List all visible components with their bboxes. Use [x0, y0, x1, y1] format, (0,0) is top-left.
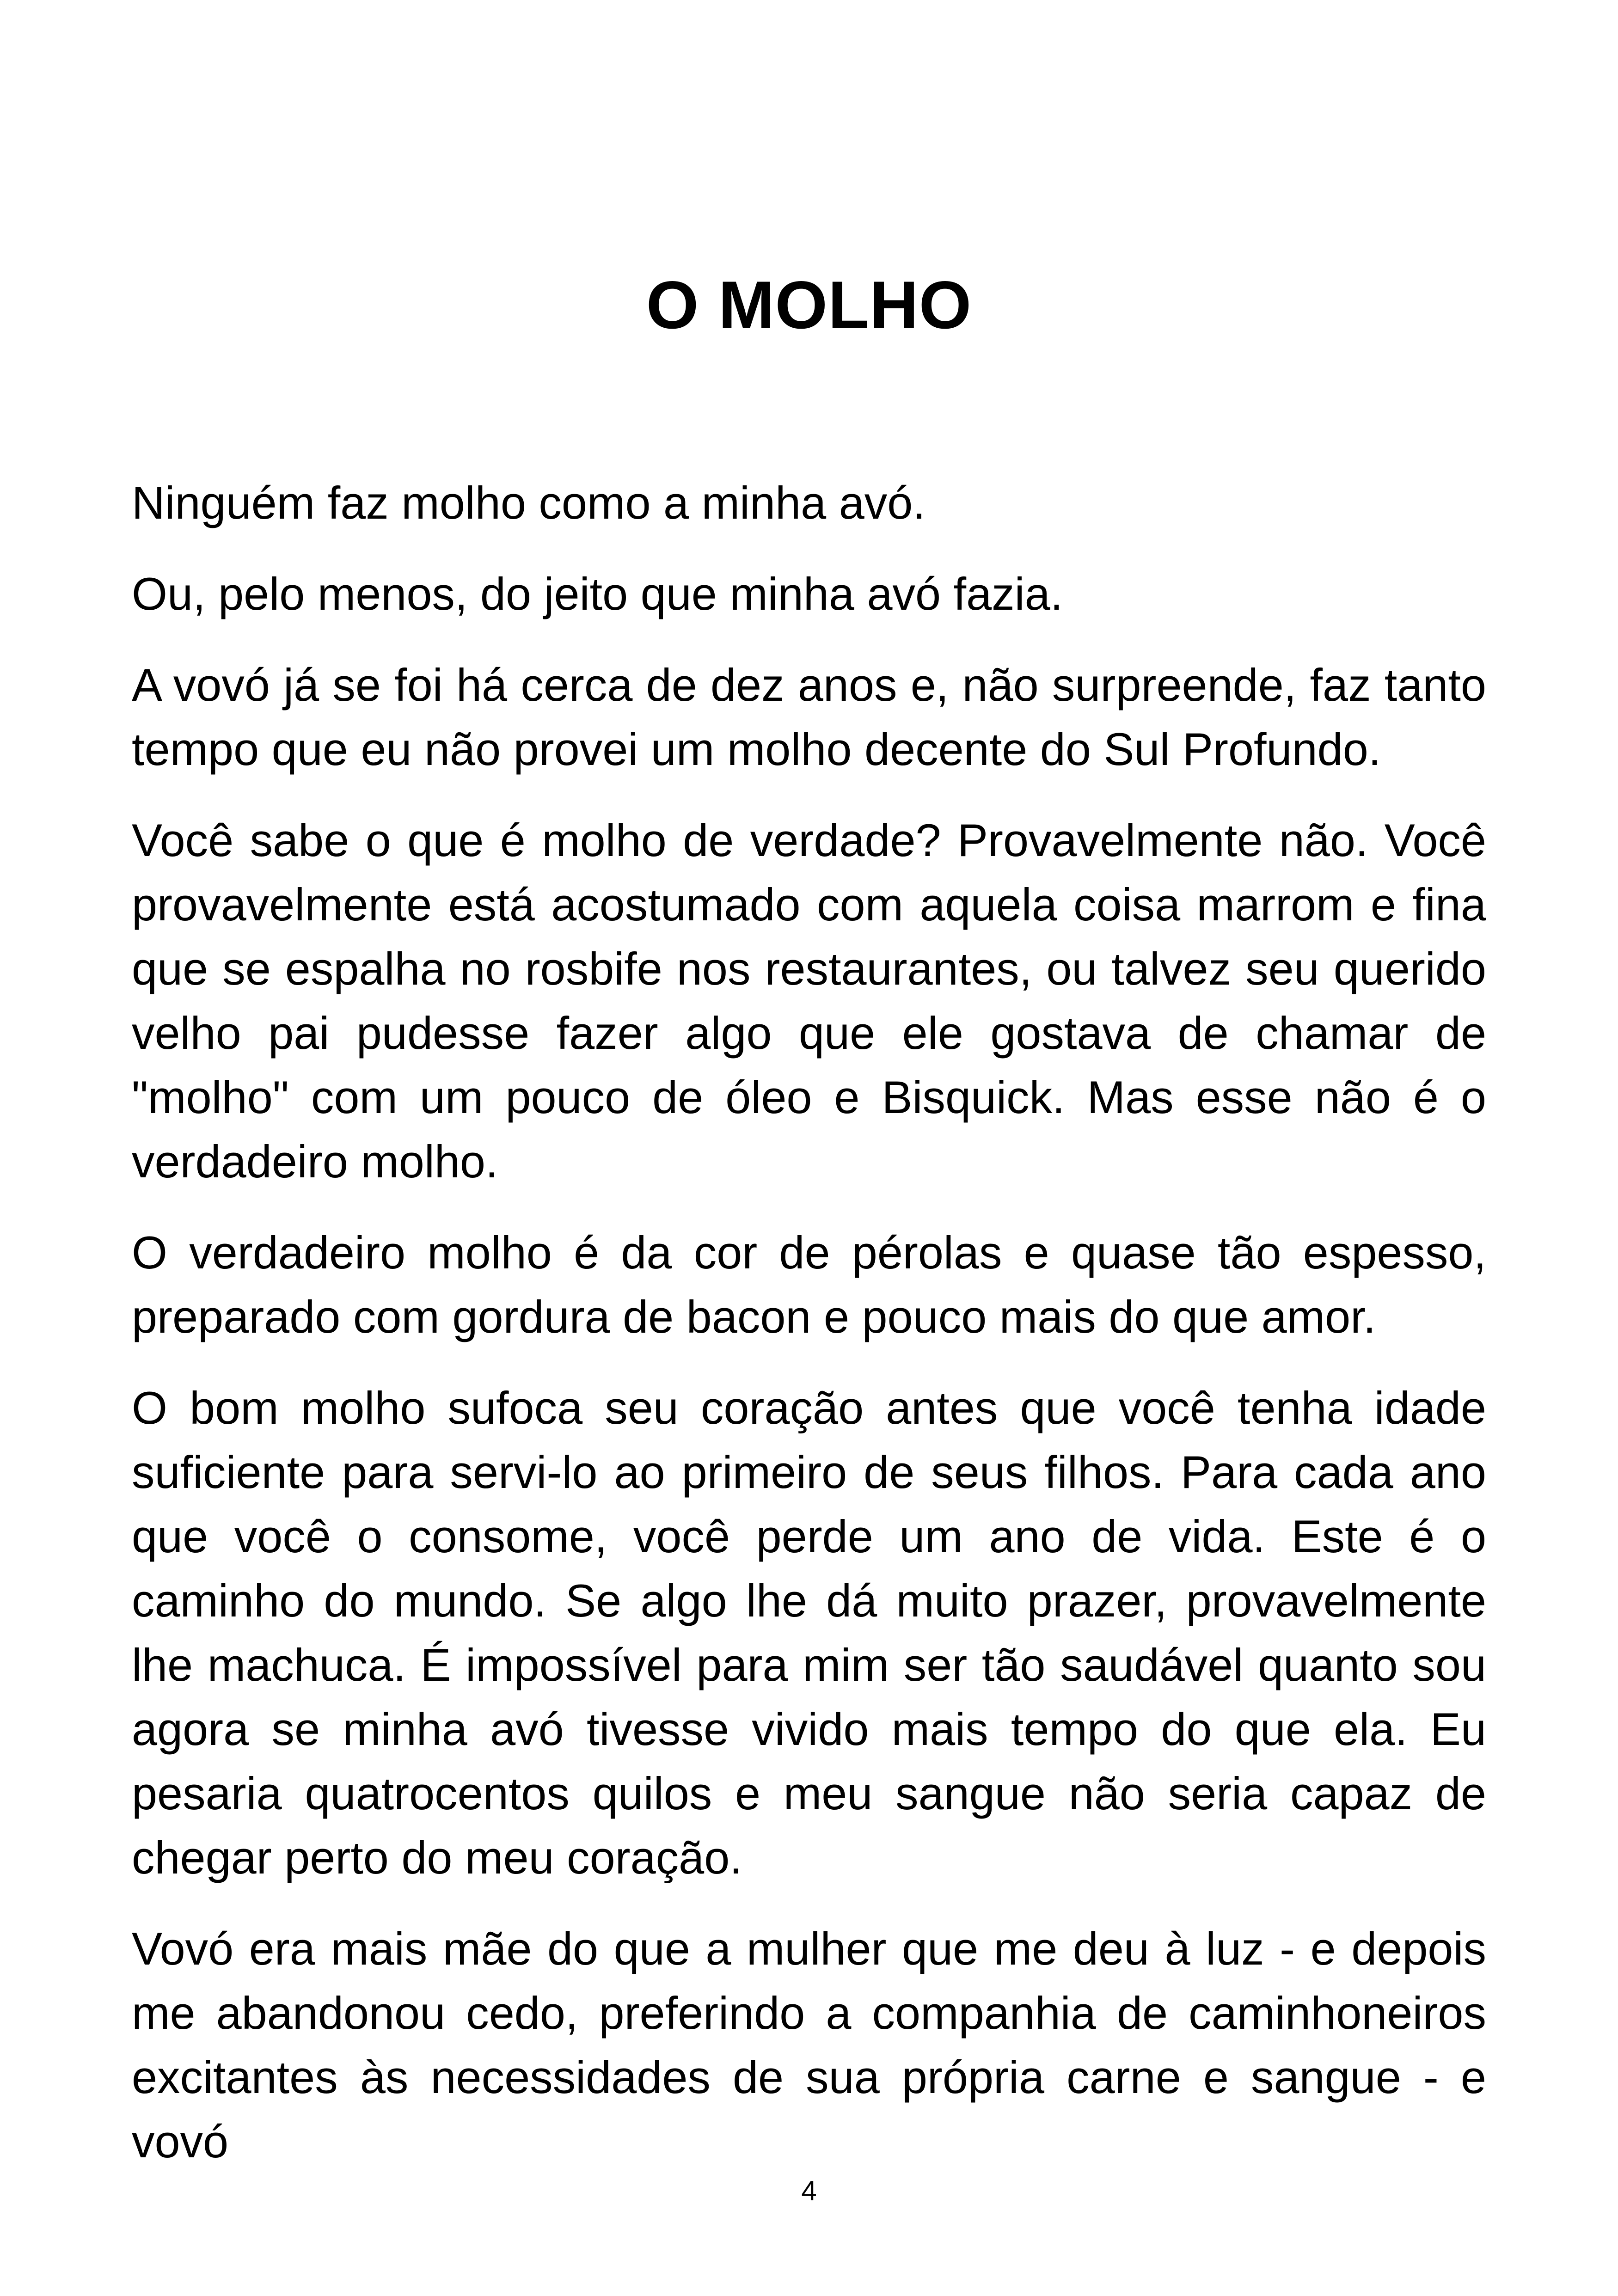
paragraph-5: O verdadeiro molho é da cor de pérolas e quase tão espesso, preparado com gordura de bacon e pouco mais do que amor.	[132, 1227, 1486, 1342]
paragraph-2: Ou, pelo menos, do jeito que minha avó fazia.	[132, 568, 1063, 619]
paragraph-1: Ninguém faz molho como a minha avó.	[132, 477, 925, 528]
paragraph-4: Você sabe o que é molho de verdade? Provavelmente não. Você provavelmente está acostumado com aquela coisa marrom e fina que se espalha no rosbife nos restaurantes, ou talvez seu querido velho pai pudesse fazer algo que ele gostava de chamar de "molho" com um pouco de óleo e Bisquick. Mas esse não é o verdadeiro molho.	[132, 814, 1486, 1187]
paragraph-3: A vovó já se foi há cerca de dez anos e, não surpreende, faz tanto tempo que eu não provei um molho decente do Sul Profundo.	[132, 659, 1486, 775]
body-text	[132, 471, 1486, 2200]
page-number: 4	[801, 2175, 817, 2206]
paragraph-7: Vovó era mais mãe do que a mulher que me deu à luz - e depois me abandonou cedo, preferindo a companhia de caminhoneiros excitantes às necessidades de sua própria carne e sangue - e vovó	[132, 1923, 1486, 2167]
paragraph-6: O bom molho sufoca seu coração antes que você tenha idade suficiente para servi-lo ao primeiro de seus filhos. Para cada ano que você o consome, você perde um ano de vida. Este é o caminho do mundo. Se algo lhe dá muito prazer, provavelmente lhe machuca. É impossível para mim ser tão saudável quanto sou agora se minha avó tivesse vivido mais tempo do que ela. Eu pesaria quatrocentos quilos e meu sangue não seria capaz de chegar perto do meu coração.	[132, 1382, 1486, 1883]
page-title: O MOLHO	[646, 267, 972, 343]
